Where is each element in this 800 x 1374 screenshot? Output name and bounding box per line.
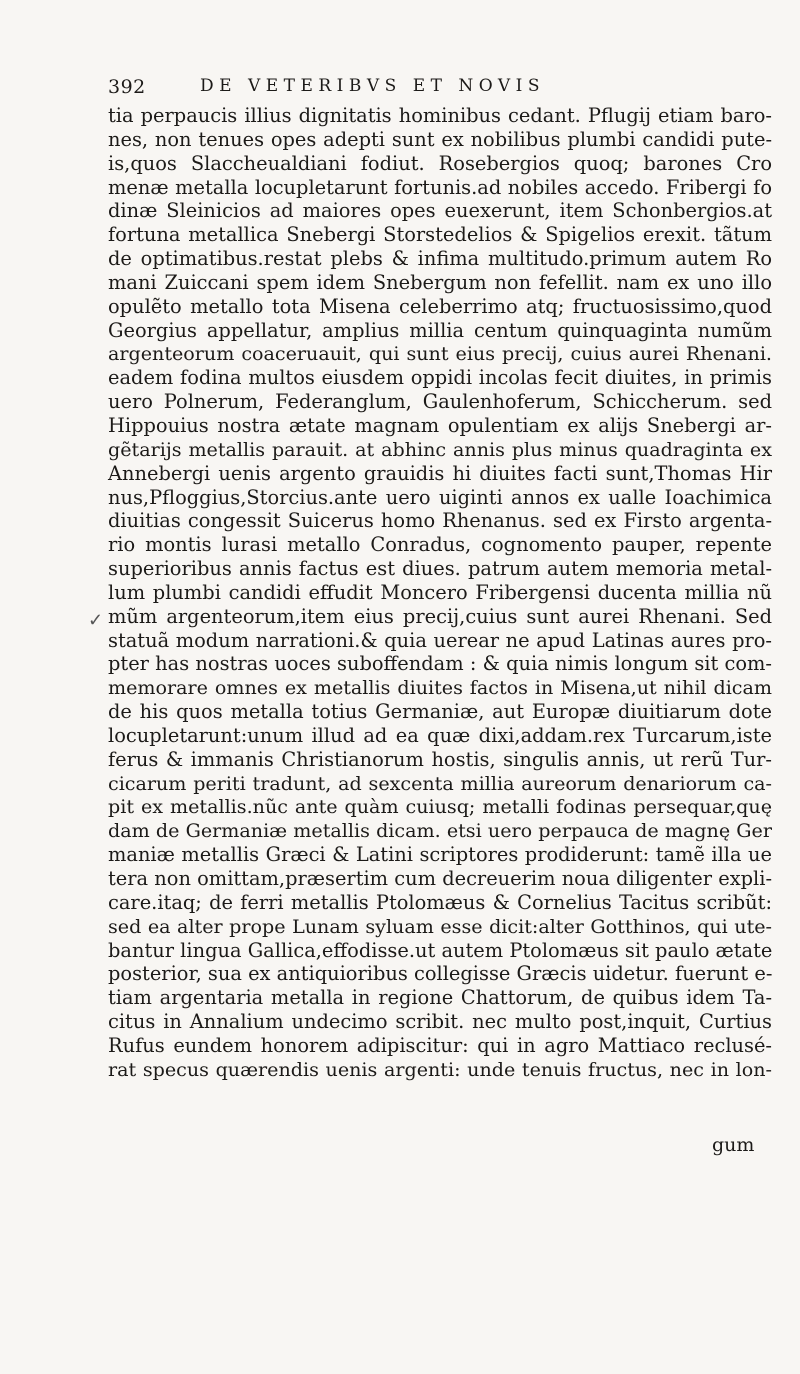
text-line: mani Zuiccani spem idem Snebergum non fefellit. nam ex uno illo xyxy=(108,270,772,294)
text-line: tera non omittam,præsertim cum decreuerim noua diligenter expli- xyxy=(108,867,772,890)
page-header xyxy=(108,76,768,102)
body-text xyxy=(108,104,772,1082)
text-line: de his quos metalla totius Germaniæ, aut Europæ diuitiarum dote xyxy=(108,700,772,724)
text-line: pter has nostras uoces suboffendam : & quia nimis longum sit com- xyxy=(108,652,772,676)
text-line: argenteorum coaceruauit, qui sunt eius precij, cuius aurei Rhenani. xyxy=(108,342,772,366)
text-line: dam de Germaniæ metallis dicam. etsi uero perpauca de magnę Ger xyxy=(108,819,772,843)
page-number: 392 xyxy=(108,76,146,98)
text-line: fortuna metallica Snebergi Storstedelios & Spigelios erexit. tãtum xyxy=(108,223,772,247)
text-line: sed ea alter prope Lunam syluam esse dicit:alter Gotthinos, qui ute- xyxy=(108,914,772,938)
text-line: gẽtarijs metallis parauit. at abhinc annis plus minus quadraginta ex xyxy=(108,437,772,461)
text-line: eadem fodina multos eiusdem oppidi incolas fecit diuites, in primis xyxy=(108,366,772,390)
text-line: dinæ Sleinicios ad maiores opes euexerunt, item Schonbergios.at xyxy=(108,199,772,223)
text-line: maniæ metallis Græci & Latini scriptores prodiderunt: tamẽ illa ue xyxy=(108,843,772,867)
text-line: pit ex metallis.nũc ante quàm cuiusq; metalli fodinas persequar,quę xyxy=(108,795,772,819)
running-title: DE VETERIBVS ET NOVIS xyxy=(200,76,546,96)
text-line: bantur lingua Gallica,effodisse.ut autem Ptolomæus sit paulo ætate xyxy=(108,938,773,962)
text-line: care.itaq; de ferri metallis Ptolomæus & Cornelius Tacitus scribũt: xyxy=(108,890,772,914)
catchword: gum xyxy=(712,1134,755,1156)
text-line: menæ metalla locupletarunt fortunis.ad nobiles accedo. Fribergi fo xyxy=(108,175,772,199)
text-line: tia perpaucis illius dignitatis hominibus cedant. Pflugij etiam baro- xyxy=(108,104,772,127)
text-line: Rufus eundem honorem adipiscitur: qui in agro Mattiaco reclusé- xyxy=(108,1033,772,1057)
text-line: uero Polnerum, Federanglum, Gaulenhoferum, Schiccherum. sed xyxy=(108,390,772,414)
margin-check-mark: ✓ xyxy=(88,610,104,631)
text-line: statuã modum narrationi.& quia uerear ne apud Latinas aures pro- xyxy=(108,628,772,652)
text-line: rio montis lurasi metallo Conradus, cognomento pauper, repente xyxy=(108,533,772,557)
text-line: locupletarunt:unum illud ad ea quæ dixi,addam.rex Turcarum,iste xyxy=(108,723,772,747)
text-line: Hippouius nostra ætate magnam opulentiam ex alijs Snebergi ar- xyxy=(108,413,772,437)
text-line: lum plumbi candidi effudit Moncero Fribergensi ducenta millia nũ xyxy=(108,580,772,604)
text-line: opulẽto metallo tota Misena celeberrimo atq; fructuosissimo,quod xyxy=(108,294,772,318)
text-line: posterior, sua ex antiquioribus collegisse Græcis uidetur. fuerunt e- xyxy=(108,962,773,986)
text-line: nus,Pfloggius,Storcius.ante uero uiginti annos ex ualle Ioachimica xyxy=(108,485,772,509)
text-line: citus in Annalium undecimo scribit. nec multo post,inquit, Curtius xyxy=(108,1010,772,1034)
text-line: Annebergi uenis argento grauidis hi diuites facti sunt,Thomas Hir xyxy=(108,461,772,485)
text-line: de optimatibus.restat plebs & infima multitudo.primum autem Ro xyxy=(108,247,772,271)
text-line: mũm argenteorum,item eius precij,cuius sunt aurei Rhenani. Sed xyxy=(108,604,772,628)
text-line: nes, non tenues opes adepti sunt ex nobilibus plumbi candidi pute- xyxy=(108,127,772,151)
text-line: diuitias congessit Suicerus homo Rhenanus. sed ex Firsto argenta- xyxy=(108,509,772,533)
text-line: tiam argentaria metalla in regione Chattorum, de quibus idem Ta- xyxy=(108,986,772,1010)
text-line: superioribus annis factus est diues. patrum autem memoria metal- xyxy=(108,557,772,581)
text-line: ferus & immanis Christianorum hostis, singulis annis, ut rerũ Tur- xyxy=(108,747,772,771)
text-line: is,quos Slaccheualdiani fodiut. Rosebergios quoq; barones Cro xyxy=(108,151,772,175)
text-line: Georgius appellatur, amplius millia centum quinquaginta numũm xyxy=(108,318,772,342)
text-line: cicarum periti tradunt, ad sexcenta millia aureorum denariorum ca- xyxy=(108,771,772,795)
text-line: memorare omnes ex metallis diuites factos in Misena,ut nihil dicam xyxy=(108,676,772,700)
text-line: rat specus quærendis uenis argenti: unde tenuis fructus, nec in lon- xyxy=(108,1057,772,1081)
